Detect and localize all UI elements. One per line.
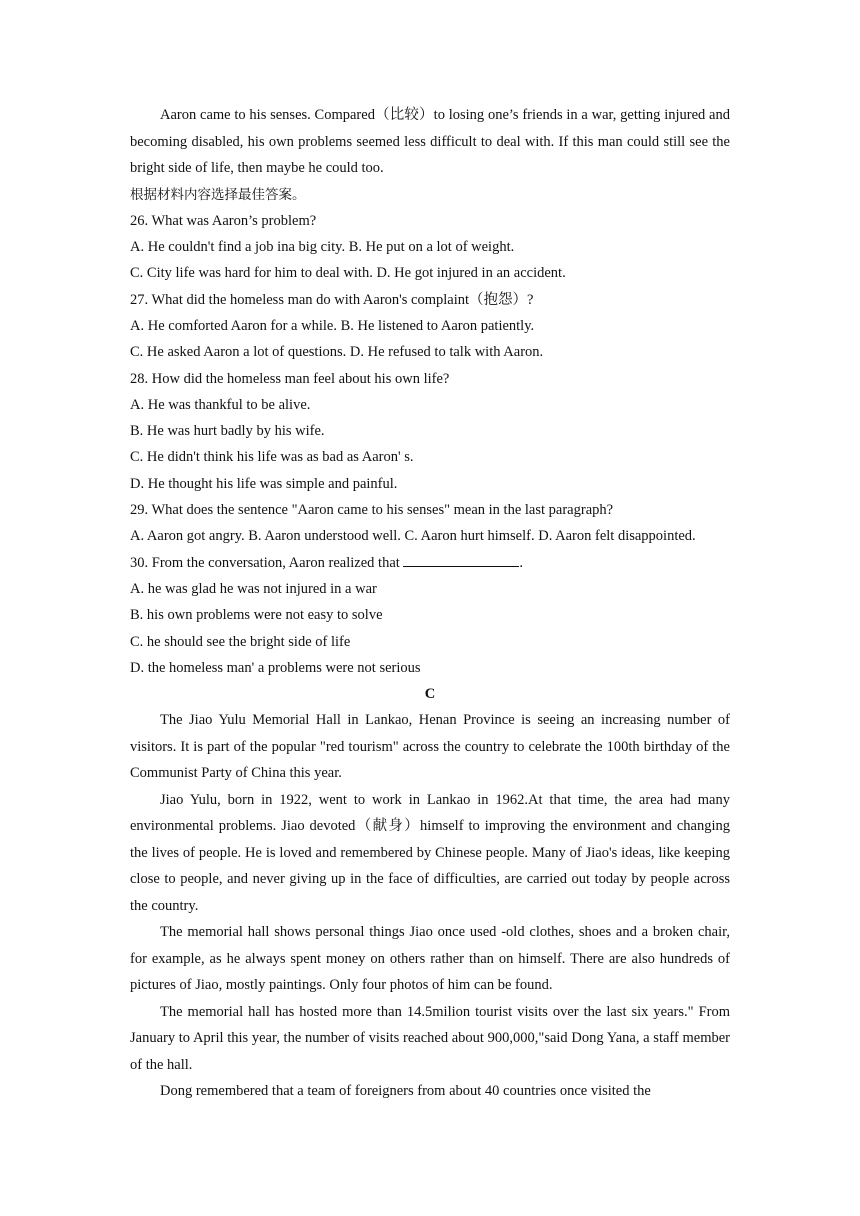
question-option-d: D. He thought his life was simple and painful.	[130, 475, 398, 492]
question-30	[130, 550, 730, 681]
question-stem	[130, 550, 730, 576]
passage-c-paragraph-4: The memorial hall has hosted more than 14.5milion tourist visits over the last six years." From January to April this year, the number of visits reached about 900,000,"said Dong Yana, a staff member of the hall.	[130, 1003, 730, 1073]
question-option-a: A. he was glad he was not injured in a war	[130, 580, 377, 597]
document-page	[130, 102, 730, 1105]
question-stem: 26. What was Aaron’s problem?	[130, 212, 317, 229]
answer-blank	[403, 554, 519, 567]
section-heading-c: C	[424, 686, 436, 703]
question-option-b: B. his own problems were not easy to solve	[130, 607, 383, 624]
question-options-line: A. He comforted Aaron for a while. B. He listened to Aaron patiently.	[130, 317, 535, 334]
question-options-line: A. He couldn't find a job ina big city. B. He put on a lot of weight.	[130, 239, 515, 256]
question-option-c: C. He didn't think his life was as bad as Aaron' s.	[130, 449, 414, 466]
passage-c-paragraph-1: The Jiao Yulu Memorial Hall in Lankao, Henan Province is seeing an increasing number of visitors. It is part of the popular "red tourism" across the country to celebrate the 100th birthday of the Communist Party of China this year.	[130, 712, 730, 782]
question-stem: 29. What does the sentence "Aaron came to his senses" mean in the last paragraph?	[130, 502, 614, 519]
question-27	[130, 287, 730, 366]
question-instruction: 根据材料内容选择最佳答案。	[130, 186, 306, 203]
question-stem-end: .	[519, 554, 524, 571]
question-option-d: D. the homeless man' a problems were not serious	[130, 659, 421, 676]
passage-b-closing-paragraph: Aaron came to his senses. Compared（比较）to losing one’s friends in a war, getting injured and becoming disabled, his own problems seemed less difficult to deal with. If this man could still see the bright side of life, then maybe he could too.	[130, 107, 730, 176]
question-option-b: B. He was hurt badly by his wife.	[130, 423, 325, 440]
question-option-a: A. He was thankful to be alive.	[130, 396, 311, 413]
question-stem: 28. How did the homeless man feel about his own life?	[130, 370, 450, 387]
question-stem-text: 30. From the conversation, Aaron realized that	[130, 554, 404, 571]
question-29	[130, 497, 730, 550]
passage-c-paragraph-5: Dong remembered that a team of foreigners from about 40 countries once visited the	[160, 1083, 651, 1100]
question-26	[130, 208, 730, 287]
question-options-line: C. He asked Aaron a lot of questions. D. He refused to talk with Aaron.	[130, 344, 544, 361]
question-option-c: C. he should see the bright side of life	[130, 633, 351, 650]
passage-c-paragraph-3: The memorial hall shows personal things Jiao once used -old clothes, shoes and a broken chair, for example, as he always spent money on others rather than on himself. There are also hundreds of pictures of Jiao, mostly paintings. Only four photos of him can be found.	[130, 924, 730, 994]
question-options-line: A. Aaron got angry. B. Aaron understood well. C. Aaron hurt himself. D. Aaron felt disappointed.	[130, 528, 696, 545]
question-28	[130, 366, 730, 497]
passage-c-paragraph-2: Jiao Yulu, born in 1922, went to work in Lankao in 1962.At that time, the area had many environmental problems. Jiao devoted（献身）himself to improving the environment and changing the lives of people. He is loved and remembered by Chinese people. Many of Jiao's ideas, like keeping close to people, and never giving up in the face of difficulties, are carried out today by people across the country.	[130, 791, 730, 914]
question-options-line: C. City life was hard for him to deal with. D. He got injured in an accident.	[130, 265, 566, 282]
question-stem: 27. What did the homeless man do with Aaron's complaint（抱怨）?	[130, 291, 534, 308]
